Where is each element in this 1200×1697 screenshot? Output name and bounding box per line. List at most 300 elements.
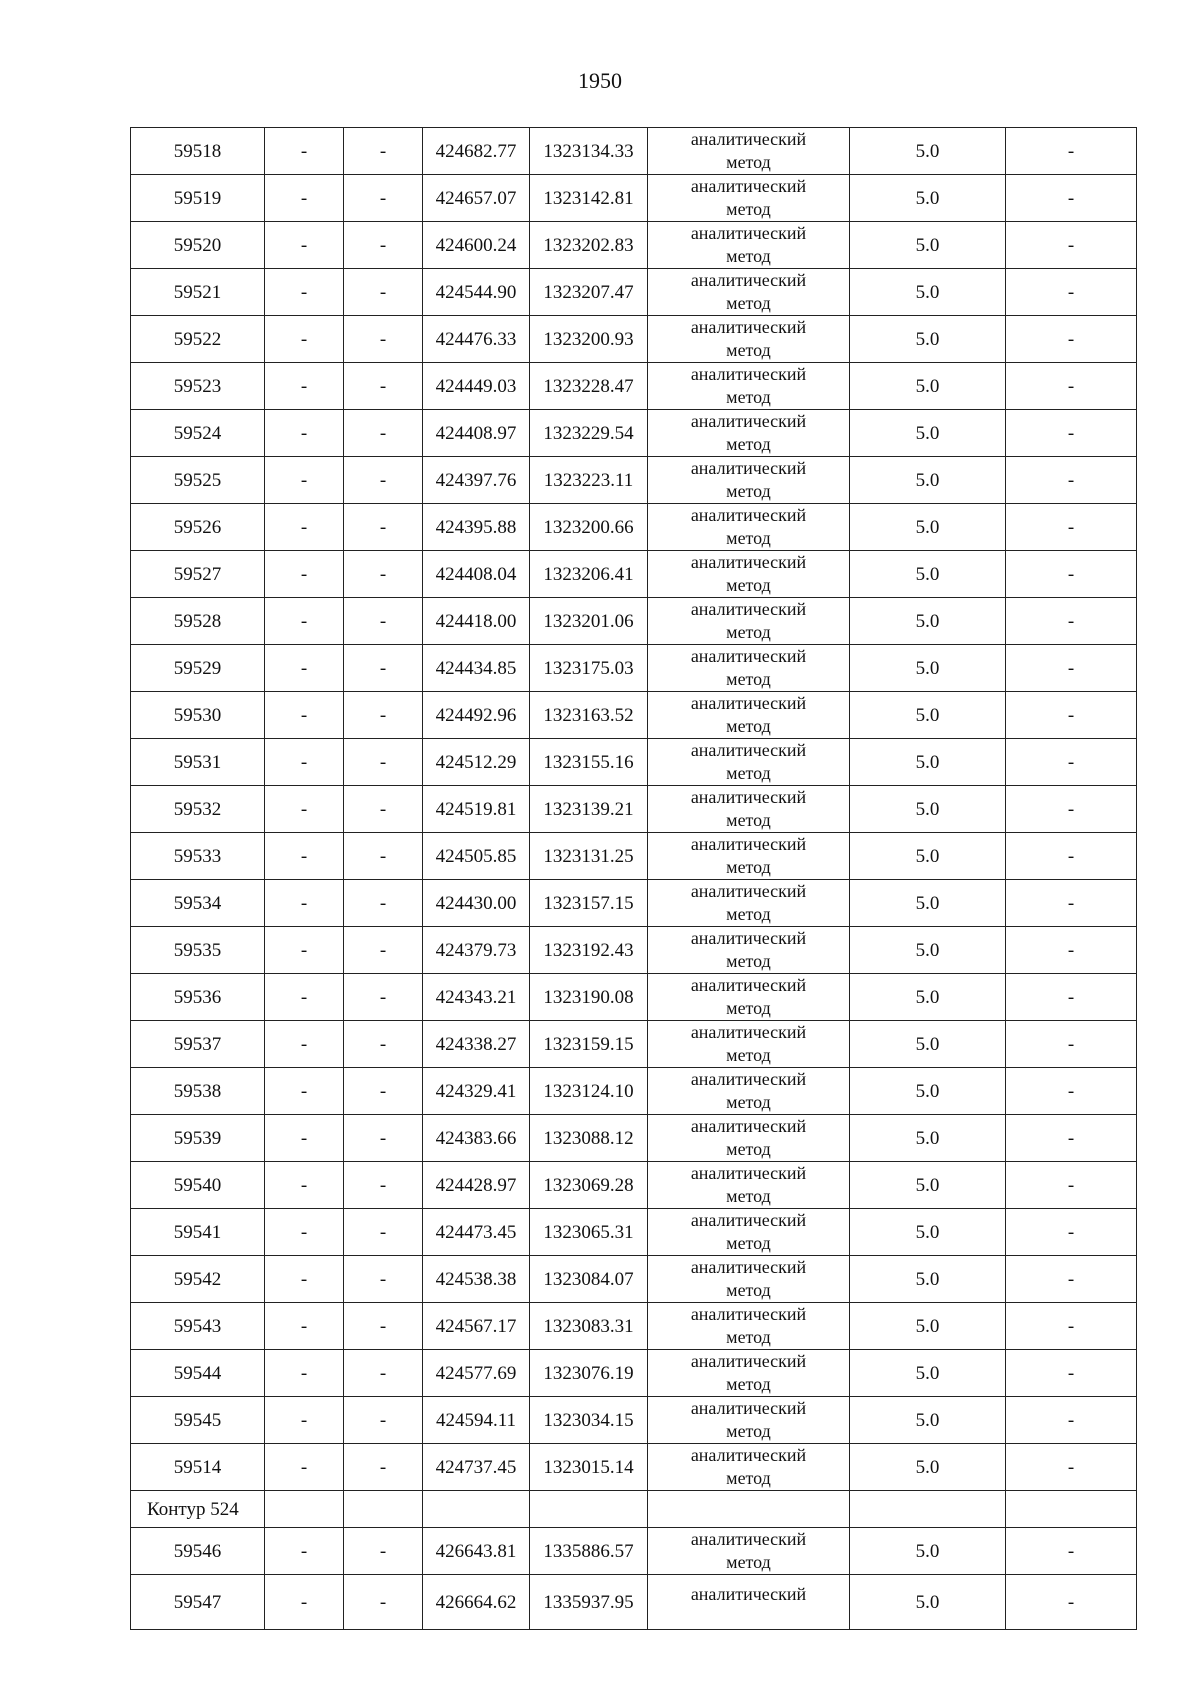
method-text-line1: аналитический <box>690 787 807 807</box>
empty-column-1-cell: - <box>265 645 344 692</box>
method-text-line2: метод <box>726 904 771 924</box>
x-coordinate-cell: 424567.17 <box>423 1303 530 1350</box>
note-cell: - <box>1006 551 1137 598</box>
empty-column-1-cell: - <box>265 692 344 739</box>
method-text-line2: метод <box>726 481 771 501</box>
method-text-line1: аналитический <box>690 834 807 854</box>
method-text-line2: метод <box>726 1552 771 1572</box>
y-coordinate-cell: 1323015.14 <box>530 1444 648 1491</box>
method-text-line1: аналитический <box>690 411 807 431</box>
accuracy-cell: 5.0 <box>850 551 1006 598</box>
empty-column-1-cell: - <box>265 222 344 269</box>
empty-column-2-cell: - <box>344 269 423 316</box>
empty-column-2-cell: - <box>344 222 423 269</box>
empty-column-1-cell: - <box>265 1115 344 1162</box>
method-text-line1: аналитический <box>690 364 807 384</box>
x-coordinate-cell: 424519.81 <box>423 786 530 833</box>
accuracy-cell: 5.0 <box>850 1350 1006 1397</box>
accuracy-cell: 5.0 <box>850 316 1006 363</box>
method-text-line2: метод <box>726 998 771 1018</box>
table-row <box>131 1162 1137 1209</box>
x-coordinate-cell: 424600.24 <box>423 222 530 269</box>
x-coordinate-cell: 424544.90 <box>423 269 530 316</box>
note-cell: - <box>1006 1528 1137 1575</box>
method-text-line1: аналитический <box>690 1022 807 1042</box>
note-cell: - <box>1006 1397 1137 1444</box>
accuracy-cell: 5.0 <box>850 692 1006 739</box>
method-text-line2: метод <box>726 1374 771 1394</box>
table-row <box>131 974 1137 1021</box>
empty-column-2-cell: - <box>344 457 423 504</box>
point-number-cell: 59536 <box>131 974 265 1021</box>
empty-column-2-cell: - <box>344 1350 423 1397</box>
y-coordinate-cell: 1323124.10 <box>530 1068 648 1115</box>
x-coordinate-cell: 424577.69 <box>423 1350 530 1397</box>
method-cell <box>648 833 850 880</box>
method-text-line2: метод <box>726 387 771 407</box>
method-cell <box>648 645 850 692</box>
method-text-line2: метод <box>726 199 771 219</box>
method-cell <box>648 269 850 316</box>
method-text-line1: аналитический <box>690 740 807 760</box>
empty-column-1-cell: - <box>265 1162 344 1209</box>
method-text-line1: аналитический <box>690 1398 807 1418</box>
method-text-line2: метод <box>726 716 771 736</box>
y-coordinate-cell: 1323200.93 <box>530 316 648 363</box>
accuracy-cell: 5.0 <box>850 1115 1006 1162</box>
y-coordinate-cell: 1323088.12 <box>530 1115 648 1162</box>
y-coordinate-cell: 1323223.11 <box>530 457 648 504</box>
method-text-line2: метод <box>726 293 771 313</box>
empty-column-1-cell: - <box>265 363 344 410</box>
method-cell <box>648 692 850 739</box>
empty-column-2-cell: - <box>344 128 423 175</box>
accuracy-cell: 5.0 <box>850 410 1006 457</box>
method-cell <box>648 363 850 410</box>
empty-column-2-cell: - <box>344 1256 423 1303</box>
method-text-line2: метод <box>726 1092 771 1112</box>
point-number-cell: 59527 <box>131 551 265 598</box>
method-cell <box>648 1397 850 1444</box>
note-cell: - <box>1006 175 1137 222</box>
y-coordinate-cell: 1323207.47 <box>530 269 648 316</box>
point-number-cell: 59529 <box>131 645 265 692</box>
x-coordinate-cell: 424473.45 <box>423 1209 530 1256</box>
empty-column-2-cell: - <box>344 1209 423 1256</box>
empty-column-1-cell: - <box>265 1528 344 1575</box>
table-row <box>131 222 1137 269</box>
empty-column-1-cell: - <box>265 974 344 1021</box>
empty-cell <box>1006 1491 1137 1528</box>
table-row <box>131 1303 1137 1350</box>
method-text-line2: метод <box>726 1186 771 1206</box>
method-text-line2: метод <box>726 857 771 877</box>
method-text-line1: аналитический <box>690 1069 807 1089</box>
method-cell <box>648 1350 850 1397</box>
empty-cell <box>648 1491 850 1528</box>
x-coordinate-cell: 424434.85 <box>423 645 530 692</box>
x-coordinate-cell: 424594.11 <box>423 1397 530 1444</box>
point-number-cell: 59523 <box>131 363 265 410</box>
table-row <box>131 1256 1137 1303</box>
method-text-line1: аналитический <box>690 552 807 572</box>
accuracy-cell: 5.0 <box>850 927 1006 974</box>
table-row <box>131 128 1137 175</box>
method-cell <box>648 1444 850 1491</box>
note-cell: - <box>1006 363 1137 410</box>
note-cell: - <box>1006 692 1137 739</box>
empty-column-1-cell: - <box>265 1256 344 1303</box>
y-coordinate-cell: 1323083.31 <box>530 1303 648 1350</box>
method-cell <box>648 598 850 645</box>
table-row <box>131 175 1137 222</box>
point-number-cell: 59534 <box>131 880 265 927</box>
method-text-line1: аналитический <box>690 1163 807 1183</box>
y-coordinate-cell: 1323159.15 <box>530 1021 648 1068</box>
x-coordinate-cell: 424430.00 <box>423 880 530 927</box>
table-row <box>131 833 1137 880</box>
accuracy-cell: 5.0 <box>850 128 1006 175</box>
point-number-cell: 59543 <box>131 1303 265 1350</box>
x-coordinate-cell: 424383.66 <box>423 1115 530 1162</box>
x-coordinate-cell: 424428.97 <box>423 1162 530 1209</box>
y-coordinate-cell: 1323192.43 <box>530 927 648 974</box>
method-text-line1: аналитический <box>690 1116 807 1136</box>
accuracy-cell: 5.0 <box>850 1397 1006 1444</box>
accuracy-cell: 5.0 <box>850 1303 1006 1350</box>
method-cell <box>648 175 850 222</box>
point-number-cell: 59530 <box>131 692 265 739</box>
empty-column-1-cell: - <box>265 1021 344 1068</box>
empty-column-2-cell: - <box>344 739 423 786</box>
method-cell <box>648 316 850 363</box>
method-cell <box>648 457 850 504</box>
y-coordinate-cell: 1323131.25 <box>530 833 648 880</box>
point-number-cell: 59541 <box>131 1209 265 1256</box>
note-cell: - <box>1006 833 1137 880</box>
point-number-cell: 59538 <box>131 1068 265 1115</box>
x-coordinate-cell: 424395.88 <box>423 504 530 551</box>
page-number: 1950 <box>578 68 622 93</box>
method-text-line1: аналитический <box>690 881 807 901</box>
empty-column-1-cell: - <box>265 269 344 316</box>
x-coordinate-cell: 424418.00 <box>423 598 530 645</box>
method-cell <box>648 504 850 551</box>
table-row <box>131 1350 1137 1397</box>
table-row <box>131 1575 1137 1630</box>
method-text-line1: аналитический <box>690 1584 807 1604</box>
note-cell: - <box>1006 645 1137 692</box>
note-cell: - <box>1006 1021 1137 1068</box>
empty-column-1-cell: - <box>265 927 344 974</box>
table-row <box>131 1115 1137 1162</box>
empty-column-2-cell: - <box>344 1021 423 1068</box>
method-text-line2: метод <box>726 528 771 548</box>
method-text-line1: аналитический <box>690 975 807 995</box>
note-cell: - <box>1006 1303 1137 1350</box>
accuracy-cell: 5.0 <box>850 645 1006 692</box>
method-cell <box>648 1575 850 1630</box>
method-text-line1: аналитический <box>690 646 807 666</box>
point-number-cell: 59540 <box>131 1162 265 1209</box>
table-row <box>131 645 1137 692</box>
method-text-line2: метод <box>726 1468 771 1488</box>
method-cell <box>648 786 850 833</box>
empty-column-1-cell: - <box>265 551 344 598</box>
empty-column-2-cell: - <box>344 551 423 598</box>
accuracy-cell: 5.0 <box>850 504 1006 551</box>
y-coordinate-cell: 1323206.41 <box>530 551 648 598</box>
accuracy-cell: 5.0 <box>850 598 1006 645</box>
table-row <box>131 1068 1137 1115</box>
y-coordinate-cell: 1323229.54 <box>530 410 648 457</box>
method-text-line2: метод <box>726 434 771 454</box>
y-coordinate-cell: 1323134.33 <box>530 128 648 175</box>
point-number-cell: 59535 <box>131 927 265 974</box>
point-number-cell: 59539 <box>131 1115 265 1162</box>
empty-column-2-cell: - <box>344 1162 423 1209</box>
method-text-line1: аналитический <box>690 1257 807 1277</box>
point-number-cell: 59528 <box>131 598 265 645</box>
empty-column-2-cell: - <box>344 645 423 692</box>
y-coordinate-cell: 1323069.28 <box>530 1162 648 1209</box>
table-row <box>131 316 1137 363</box>
method-cell <box>648 128 850 175</box>
point-number-cell: 59537 <box>131 1021 265 1068</box>
table-row <box>131 410 1137 457</box>
x-coordinate-cell: 424505.85 <box>423 833 530 880</box>
empty-column-2-cell: - <box>344 1303 423 1350</box>
empty-column-1-cell: - <box>265 880 344 927</box>
table-row <box>131 1209 1137 1256</box>
empty-column-2-cell: - <box>344 175 423 222</box>
note-cell: - <box>1006 927 1137 974</box>
method-text-line2: метод <box>726 1421 771 1441</box>
accuracy-cell: 5.0 <box>850 833 1006 880</box>
empty-column-1-cell: - <box>265 1303 344 1350</box>
point-number-cell: 59520 <box>131 222 265 269</box>
empty-column-2-cell: - <box>344 1397 423 1444</box>
empty-column-1-cell: - <box>265 410 344 457</box>
note-cell: - <box>1006 1256 1137 1303</box>
table-row <box>131 1444 1137 1491</box>
note-cell: - <box>1006 504 1137 551</box>
method-cell <box>648 1021 850 1068</box>
point-number-cell: 59544 <box>131 1350 265 1397</box>
empty-column-2-cell: - <box>344 1115 423 1162</box>
table-row <box>131 739 1137 786</box>
empty-column-1-cell: - <box>265 1209 344 1256</box>
note-cell: - <box>1006 269 1137 316</box>
table-row <box>131 1397 1137 1444</box>
empty-cell <box>344 1491 423 1528</box>
method-cell <box>648 927 850 974</box>
y-coordinate-cell: 1323201.06 <box>530 598 648 645</box>
method-text-line2: метод <box>726 246 771 266</box>
method-cell <box>648 1256 850 1303</box>
method-text-line2: метод <box>726 340 771 360</box>
x-coordinate-cell: 424737.45 <box>423 1444 530 1491</box>
x-coordinate-cell: 424449.03 <box>423 363 530 410</box>
point-number-cell: 59547 <box>131 1575 265 1630</box>
empty-cell <box>530 1491 648 1528</box>
section-row <box>131 1491 1137 1528</box>
method-text-line2: метод <box>726 763 771 783</box>
table-body <box>131 128 1137 1630</box>
method-cell <box>648 739 850 786</box>
method-cell <box>648 551 850 598</box>
y-coordinate-cell: 1335886.57 <box>530 1528 648 1575</box>
accuracy-cell: 5.0 <box>850 1575 1006 1630</box>
accuracy-cell: 5.0 <box>850 363 1006 410</box>
y-coordinate-cell: 1323155.16 <box>530 739 648 786</box>
note-cell: - <box>1006 1068 1137 1115</box>
empty-column-2-cell: - <box>344 833 423 880</box>
point-number-cell: 59542 <box>131 1256 265 1303</box>
method-text-line2: метод <box>726 810 771 830</box>
empty-column-1-cell: - <box>265 1068 344 1115</box>
method-text-line1: аналитический <box>690 1210 807 1230</box>
accuracy-cell: 5.0 <box>850 974 1006 1021</box>
method-cell <box>648 1115 850 1162</box>
x-coordinate-cell: 424657.07 <box>423 175 530 222</box>
point-number-cell: 59531 <box>131 739 265 786</box>
method-text-line2: метод <box>726 669 771 689</box>
empty-cell <box>850 1491 1006 1528</box>
empty-column-2-cell: - <box>344 692 423 739</box>
accuracy-cell: 5.0 <box>850 222 1006 269</box>
empty-column-2-cell: - <box>344 974 423 1021</box>
method-text-line1: аналитический <box>690 1304 807 1324</box>
table-row <box>131 269 1137 316</box>
x-coordinate-cell: 424538.38 <box>423 1256 530 1303</box>
table-row <box>131 880 1137 927</box>
empty-column-2-cell: - <box>344 1068 423 1115</box>
empty-column-2-cell: - <box>344 504 423 551</box>
table-row <box>131 786 1137 833</box>
accuracy-cell: 5.0 <box>850 269 1006 316</box>
empty-column-2-cell: - <box>344 880 423 927</box>
table-row <box>131 363 1137 410</box>
empty-column-1-cell: - <box>265 1350 344 1397</box>
method-cell <box>648 410 850 457</box>
table-row <box>131 1528 1137 1575</box>
point-number-cell: 59546 <box>131 1528 265 1575</box>
accuracy-cell: 5.0 <box>850 1068 1006 1115</box>
table-row <box>131 1021 1137 1068</box>
method-text-line1: аналитический <box>690 1445 807 1465</box>
accuracy-cell: 5.0 <box>850 739 1006 786</box>
method-text-line1: аналитический <box>690 223 807 243</box>
empty-cell <box>265 1491 344 1528</box>
x-coordinate-cell: 426664.62 <box>423 1575 530 1630</box>
method-text-line1: аналитический <box>690 693 807 713</box>
y-coordinate-cell: 1323202.83 <box>530 222 648 269</box>
y-coordinate-cell: 1323034.15 <box>530 1397 648 1444</box>
point-number-cell: 59532 <box>131 786 265 833</box>
empty-column-2-cell: - <box>344 1575 423 1630</box>
empty-column-1-cell: - <box>265 128 344 175</box>
note-cell: - <box>1006 222 1137 269</box>
y-coordinate-cell: 1335937.95 <box>530 1575 648 1630</box>
method-cell <box>648 222 850 269</box>
note-cell: - <box>1006 128 1137 175</box>
x-coordinate-cell: 424338.27 <box>423 1021 530 1068</box>
y-coordinate-cell: 1323163.52 <box>530 692 648 739</box>
accuracy-cell: 5.0 <box>850 1162 1006 1209</box>
note-cell: - <box>1006 316 1137 363</box>
table-row <box>131 927 1137 974</box>
note-cell: - <box>1006 880 1137 927</box>
note-cell: - <box>1006 1575 1137 1630</box>
accuracy-cell: 5.0 <box>850 1021 1006 1068</box>
note-cell: - <box>1006 739 1137 786</box>
method-text-line2: метод <box>726 951 771 971</box>
method-text-line1: аналитический <box>690 129 807 149</box>
x-coordinate-cell: 424329.41 <box>423 1068 530 1115</box>
accuracy-cell: 5.0 <box>850 175 1006 222</box>
method-text-line1: аналитический <box>690 317 807 337</box>
empty-column-2-cell: - <box>344 786 423 833</box>
empty-column-1-cell: - <box>265 316 344 363</box>
empty-column-2-cell: - <box>344 363 423 410</box>
y-coordinate-cell: 1323228.47 <box>530 363 648 410</box>
y-coordinate-cell: 1323065.31 <box>530 1209 648 1256</box>
accuracy-cell: 5.0 <box>850 1256 1006 1303</box>
y-coordinate-cell: 1323200.66 <box>530 504 648 551</box>
method-text-line1: аналитический <box>690 458 807 478</box>
method-text-line2: метод <box>726 575 771 595</box>
x-coordinate-cell: 424397.76 <box>423 457 530 504</box>
empty-column-1-cell: - <box>265 598 344 645</box>
empty-column-1-cell: - <box>265 786 344 833</box>
method-text-line1: аналитический <box>690 270 807 290</box>
method-cell <box>648 1303 850 1350</box>
y-coordinate-cell: 1323142.81 <box>530 175 648 222</box>
empty-column-1-cell: - <box>265 739 344 786</box>
empty-column-1-cell: - <box>265 1397 344 1444</box>
method-text-line1: аналитический <box>690 505 807 525</box>
y-coordinate-cell: 1323076.19 <box>530 1350 648 1397</box>
empty-column-2-cell: - <box>344 927 423 974</box>
x-coordinate-cell: 424408.04 <box>423 551 530 598</box>
y-coordinate-cell: 1323084.07 <box>530 1256 648 1303</box>
point-number-cell: 59526 <box>131 504 265 551</box>
method-cell <box>648 1068 850 1115</box>
point-number-cell: 59521 <box>131 269 265 316</box>
point-number-cell: 59522 <box>131 316 265 363</box>
method-cell <box>648 880 850 927</box>
point-number-cell: 59514 <box>131 1444 265 1491</box>
method-cell <box>648 1528 850 1575</box>
empty-column-2-cell: - <box>344 598 423 645</box>
note-cell: - <box>1006 410 1137 457</box>
note-cell: - <box>1006 974 1137 1021</box>
x-coordinate-cell: 424343.21 <box>423 974 530 1021</box>
method-cell <box>648 1209 850 1256</box>
note-cell: - <box>1006 457 1137 504</box>
note-cell: - <box>1006 1115 1137 1162</box>
method-cell <box>648 974 850 1021</box>
note-cell: - <box>1006 1162 1137 1209</box>
method-text-line2: метод <box>726 1233 771 1253</box>
method-text-line1: аналитический <box>690 599 807 619</box>
accuracy-cell: 5.0 <box>850 1528 1006 1575</box>
x-coordinate-cell: 424492.96 <box>423 692 530 739</box>
y-coordinate-cell: 1323190.08 <box>530 974 648 1021</box>
point-number-cell: 59533 <box>131 833 265 880</box>
method-text-line2: метод <box>726 622 771 642</box>
